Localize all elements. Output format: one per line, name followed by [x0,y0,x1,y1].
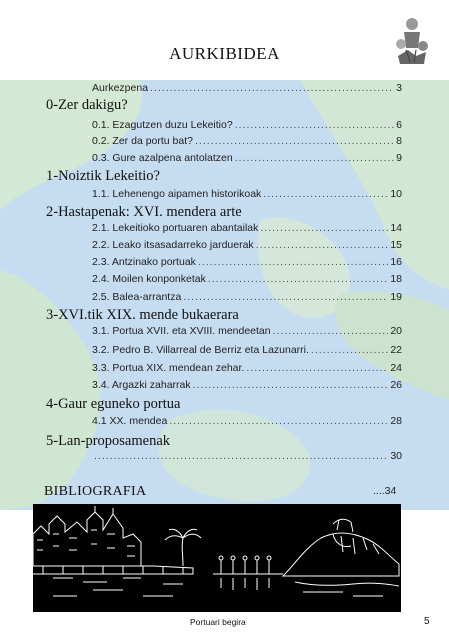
toc-entry-page: 24 [390,362,402,374]
toc-leader-dots [183,291,388,303]
toc-entry-page: 20 [390,325,402,337]
toc-leader-dots [235,152,394,164]
toc-entry-label: 1.1. Lehenengo aipamen historikoak [92,188,262,200]
toc-entry-page: 15 [390,239,402,251]
toc-entry[interactable] [92,344,402,356]
toc-entry-label: 3.4. Argazki zaharrak [92,379,191,391]
toc-leader-dots [260,222,388,234]
toc-entry-label: 3.1. Portua XVII. eta XVIII. mendeetan [92,325,271,337]
toc-entry-page: 3 [396,82,402,94]
bibliography-heading[interactable]: BIBLIOGRAFIA [44,484,147,499]
toc-section-heading[interactable]: 2-Hastapenak: XVI. mendera arte [46,204,242,220]
toc-entry[interactable] [92,291,402,303]
toc-entry[interactable] [92,239,402,251]
bibliography-page-number: 34 [384,485,397,497]
toc-entry[interactable] [92,222,402,234]
toc-entry[interactable] [92,135,402,147]
toc-leader-dots [94,450,388,462]
toc-entry-page: 19 [390,291,402,303]
toc-entry-label: 2.2. Leako itsasadarreko jarduerak [92,239,254,251]
toc-entry-page: 26 [390,379,402,391]
toc-entry-page: 16 [390,256,402,268]
toc-leader-dots [263,188,388,200]
footer-text: Portuari begira [190,617,246,627]
bibliography-page: ....34 [373,485,397,497]
toc-entry-page: 14 [390,222,402,234]
toc-entry-page: 30 [390,450,402,462]
toc-leader-dots [193,379,389,391]
toc-leader-dots [311,344,388,356]
toc-leader-dots [246,362,388,374]
toc-entry[interactable] [92,82,402,94]
toc-entry[interactable] [92,273,402,285]
toc-entry-label: 2.5. Balea-arrantza [92,291,182,303]
toc-entry[interactable] [92,362,402,374]
toc-entry-label: 0.1. Ezagutzen duzu Lekeitio? [92,119,233,131]
toc-entry[interactable] [92,256,402,268]
toc-entry-label: 2.4. Moilen konponketak [92,273,206,285]
toc-section-heading[interactable]: 1-Noiztik Lekeitio? [46,168,160,184]
toc-entry-label: 0.2. Zer da portu bat? [92,135,193,147]
toc-leader-dots [273,325,389,337]
toc-entry-page: 9 [396,152,402,164]
toc-entry[interactable] [92,188,402,200]
toc-entry[interactable] [92,119,402,131]
toc-leader-dots [150,82,394,94]
toc-entry-page: 6 [396,119,402,131]
toc-entry-page: 28 [390,415,402,427]
toc-entry-page: 18 [390,273,402,285]
toc-entry-page: 8 [396,135,402,147]
toc-leader-dots [208,273,388,285]
toc-entry-page: 10 [390,188,402,200]
toc-leader-dots [198,256,388,268]
toc-entry-label: Aurkezpena [92,82,149,94]
toc-entry-label: 0.3. Gure azalpena antolatzen [92,152,233,164]
toc-entry-label: 3.3. Portua XIX. mendean zehar. [92,362,245,374]
toc-section-heading[interactable]: 5-Lan-proposamenak [46,433,171,449]
toc-entry[interactable] [92,450,402,462]
toc-entry-label: 4.1 XX. mendea [92,415,168,427]
toc-leader-dots [256,239,389,251]
toc-entry[interactable] [92,379,402,391]
toc-entry[interactable] [92,325,402,337]
page-title: AURKIBIDEA [169,44,280,63]
toc-entry-label: 3.2. Pedro B. Villarreal de Berriz eta Lazunarri. [92,344,309,356]
toc-section-heading[interactable]: 0-Zer dakigu? [46,97,128,113]
toc-entry[interactable] [92,415,402,427]
toc-leader-dots [235,119,394,131]
toc-section-heading[interactable]: 3-XVI.tik XIX. mende bukaerara [46,307,239,323]
toc-leader-dots [169,415,388,427]
harbor-sketch-illustration [33,504,401,612]
page-number: 5 [424,616,430,627]
toc-entry-label: 2.1. Lekeitioko portuaren abantailak [92,222,259,234]
toc-entry[interactable] [92,152,402,164]
toc-leader-dots [195,135,394,147]
toc-entry-label: 2.3. Antzinako portuak [92,256,196,268]
toc-section-heading[interactable]: 4-Gaur eguneko portua [46,396,181,412]
toc-entry-page: 22 [390,344,402,356]
